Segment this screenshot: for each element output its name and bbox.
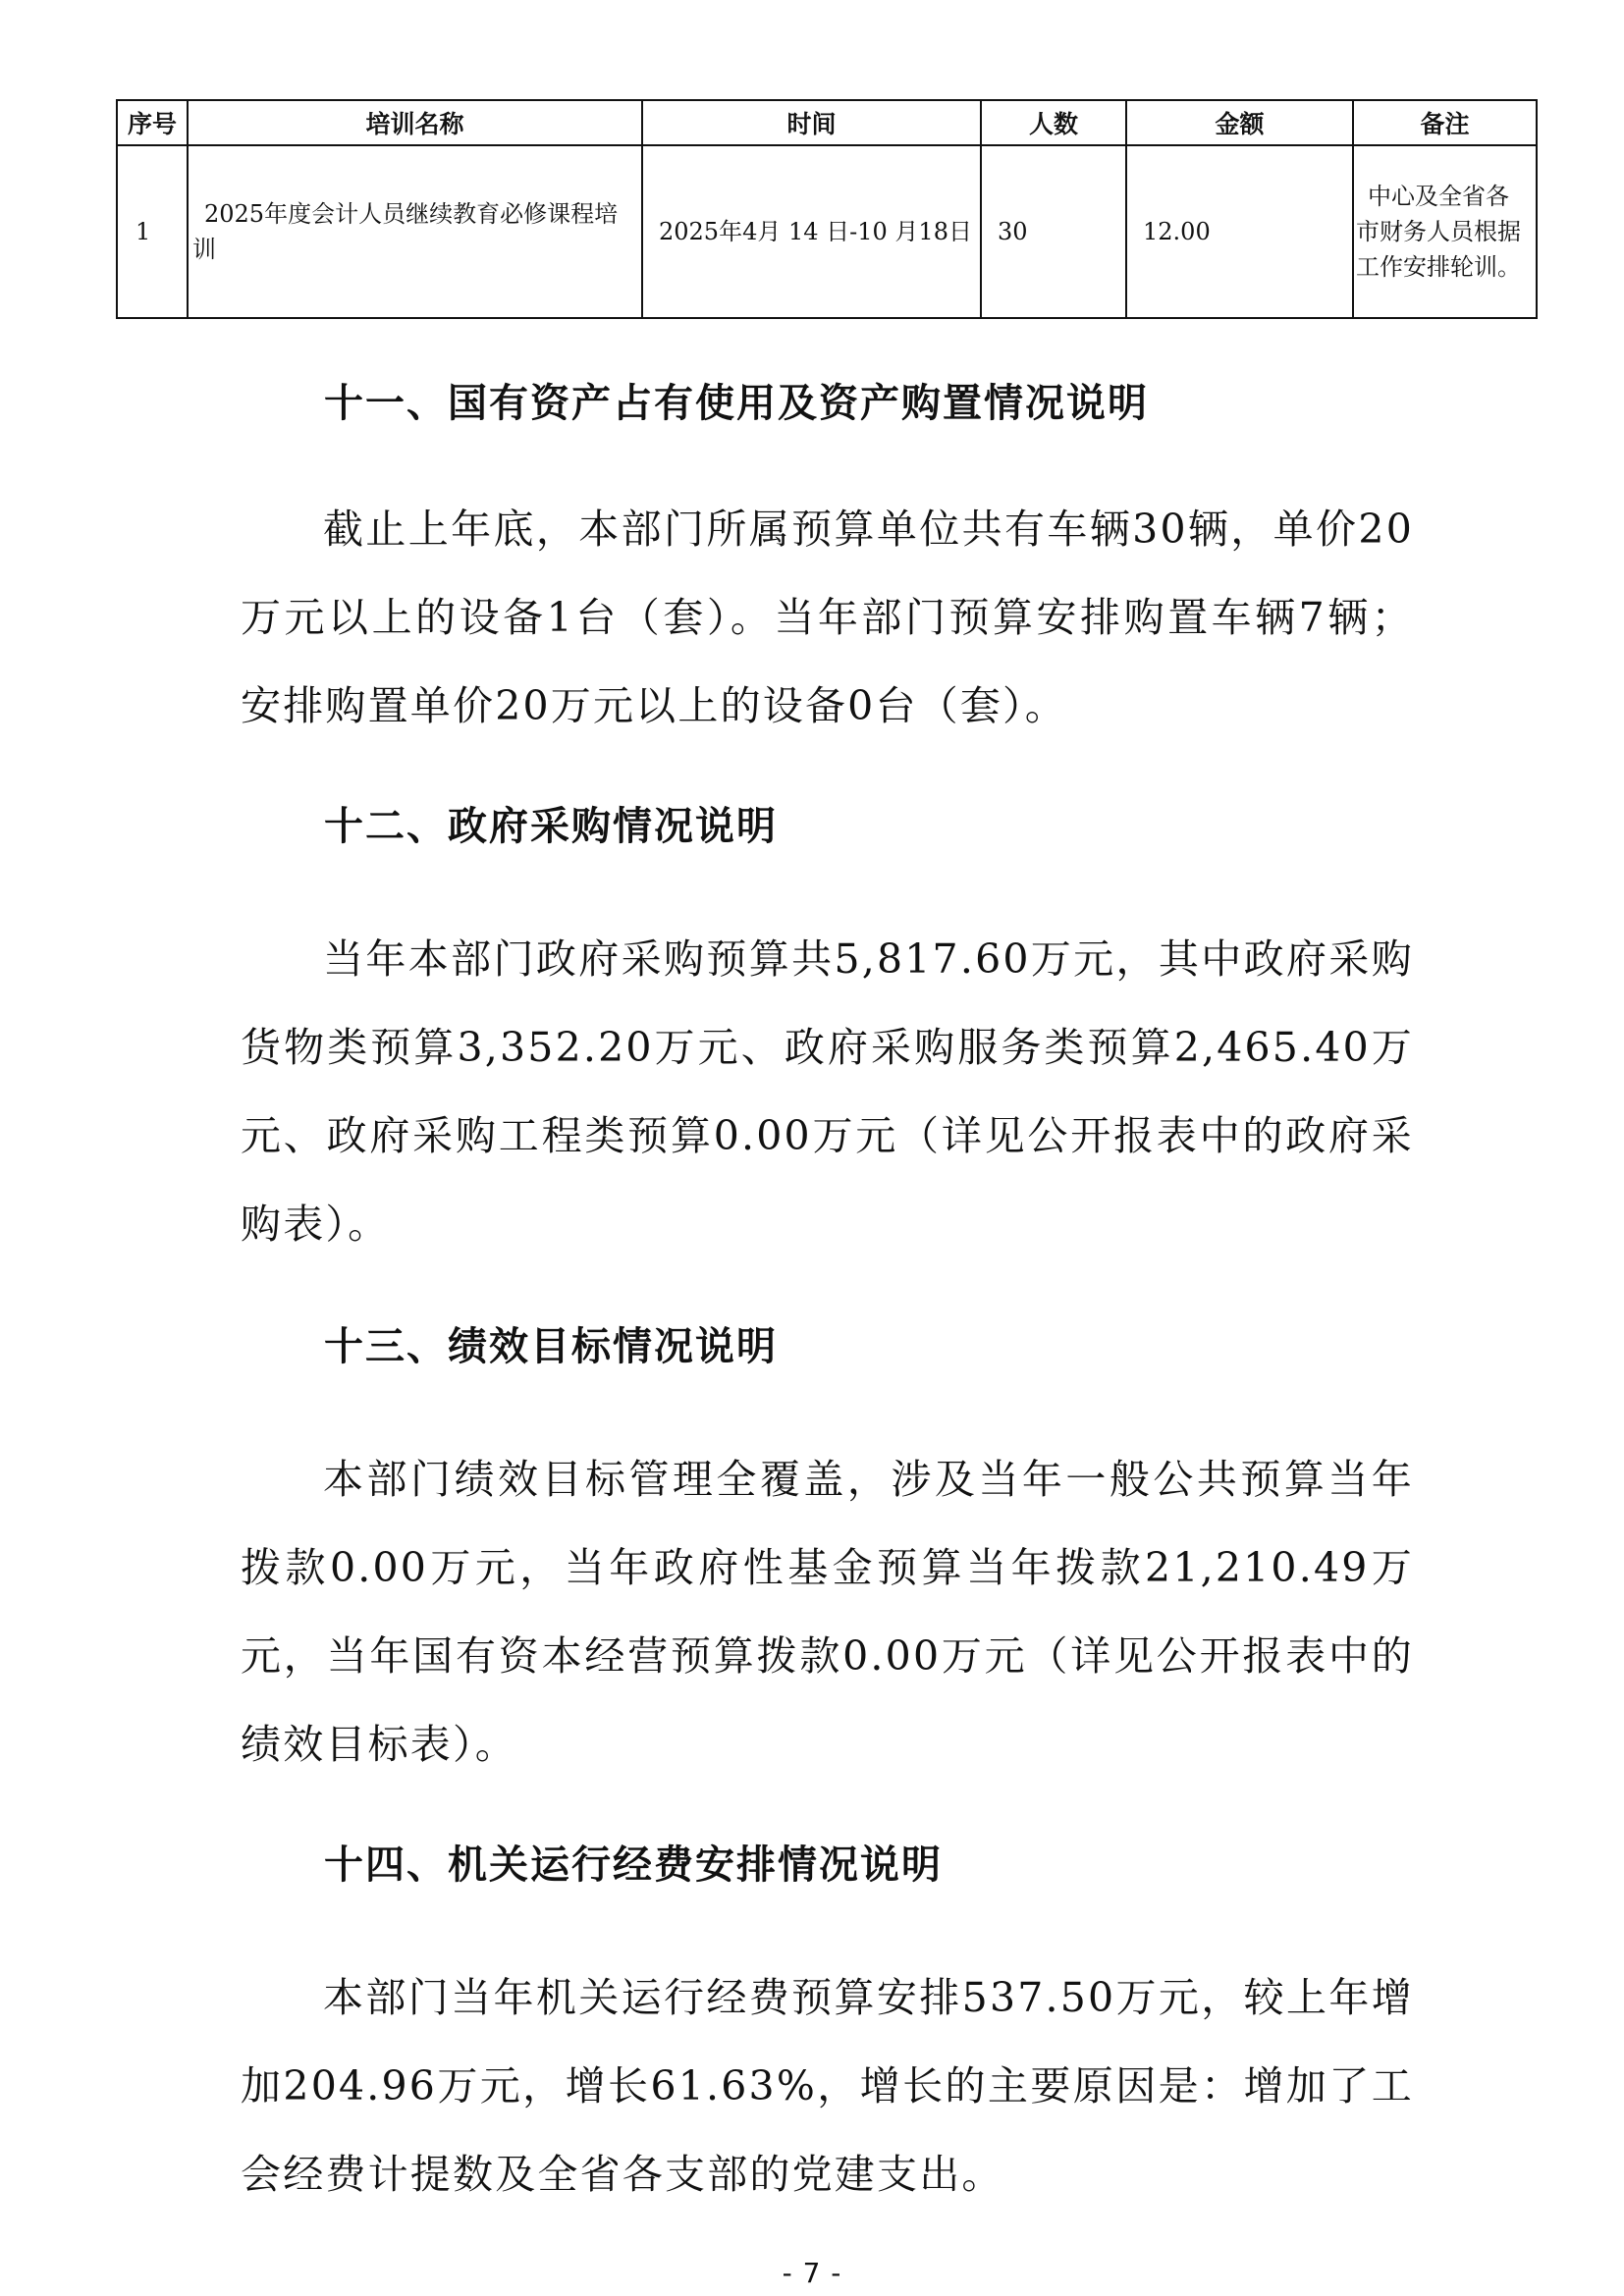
section-paragraph-operating-costs: 本部门当年机关运行经费预算安排537.50万元，较上年增加204.96万元，增长61.63%，增长的主要原因是：增加了工会经费计提数及全省各支部的党建支出。: [241, 1974, 1414, 2198]
header-time: 时间: [642, 100, 981, 145]
cell-training-name: [188, 145, 642, 318]
header-note: 备注: [1353, 100, 1537, 145]
cell-people: 30: [981, 145, 1126, 318]
section-paragraph-performance: 本部门绩效目标管理全覆盖，涉及当年一般公共预算当年拨款0.00万元，当年政府性基金预算当年拨款21,210.49万元，当年国有资本经营预算拨款0.00万元（详见公开报表中的绩效目标表）。: [241, 1456, 1414, 1768]
section-paragraph-procurement: 当年本部门政府采购预算共5,817.60万元，其中政府采购货物类预算3,352.20万元、政府采购服务类预算2,465.40万元、政府采购工程类预算0.00万元（详见公开报表中的政府采购表）。: [241, 935, 1414, 1248]
cell-no: 1: [117, 145, 188, 318]
section-heading-procurement: 十二、政府采购情况说明: [324, 804, 778, 849]
header-training-name: 培训名称: [188, 100, 642, 145]
section-paragraph-assets: 截止上年底，本部门所属预算单位共有车辆30辆，单价20万元以上的设备1台（套）。当年部门预算安排购置车辆7辆；安排购置单价20万元以上的设备0台（套）。: [241, 506, 1414, 729]
table-header-row: [117, 100, 1537, 145]
section-heading-operating-costs: 十四、机关运行经费安排情况说明: [324, 1842, 943, 1888]
header-amount: 金额: [1126, 100, 1353, 145]
table-row: [117, 145, 1537, 318]
header-no: 序号: [117, 100, 188, 145]
cell-time: [642, 145, 981, 318]
section-heading-assets: 十一、国有资产占有使用及资产购置情况说明: [324, 381, 1149, 426]
section-heading-performance: 十三、绩效目标情况说明: [324, 1324, 778, 1369]
cell-training-name-text: 2025年度会计人员继续教育必修课程培训: [192, 200, 619, 263]
header-people: 人数: [981, 100, 1126, 145]
cell-time-text: 2025年4月 14 日-10 月18日: [659, 218, 972, 245]
page-number: - 7 -: [782, 2257, 842, 2289]
cell-note-text: 中心及全省各市财务人员根据工作安排轮训。: [1356, 183, 1521, 281]
training-table: [116, 99, 1538, 319]
cell-amount: 12.00: [1126, 145, 1353, 318]
cell-note: [1353, 145, 1537, 318]
